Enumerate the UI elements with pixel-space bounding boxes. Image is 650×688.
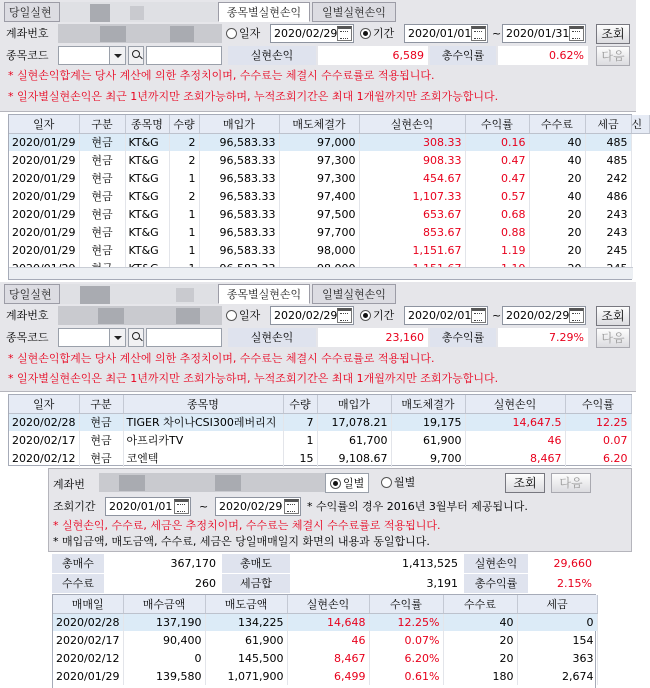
col-header[interactable]: 매도체결가: [279, 115, 359, 133]
period-label: 조회기간: [53, 500, 96, 513]
radio-monthly[interactable]: 월별: [381, 473, 415, 492]
calendar-icon[interactable]: [337, 26, 352, 41]
col-header[interactable]: 실현손익: [465, 395, 565, 413]
col-header[interactable]: 수익률: [465, 115, 529, 133]
daily-realized-table: [52, 594, 596, 688]
tab-today-realized[interactable]: 당일실현: [4, 2, 60, 22]
radio-daily[interactable]: 일별: [325, 473, 369, 493]
table-cell: KT&G: [125, 223, 169, 241]
realized-label: 실현손익: [228, 46, 316, 65]
calendar-icon[interactable]: [569, 308, 584, 323]
col-header[interactable]: 수익률: [565, 395, 631, 413]
stock-name-field: [146, 46, 222, 65]
table-cell: 현금: [79, 431, 123, 449]
table-cell: 243: [585, 205, 631, 223]
col-header[interactable]: 수량: [283, 395, 317, 413]
date-from-field[interactable]: 2020/01/01: [404, 24, 488, 43]
table-cell: 현금: [79, 169, 125, 187]
table-cell: 0: [123, 649, 205, 667]
table-row[interactable]: [9, 241, 649, 259]
table-cell: 242: [585, 169, 631, 187]
table-cell: 61,900: [391, 431, 465, 449]
table-cell: 134,225: [205, 613, 287, 631]
rate-value: 7.29%: [498, 328, 588, 347]
table-cell: 2020/02/28: [9, 413, 79, 431]
stock-code-label: 종목코드: [6, 49, 49, 62]
table-cell: 308.33: [359, 133, 465, 151]
table-cell: 2020/01/29: [9, 169, 79, 187]
table-cell: KT&G: [125, 151, 169, 169]
table-cell: KT&G: [125, 241, 169, 259]
col-header[interactable]: 종목명: [123, 395, 283, 413]
table-cell: 2020/02/28: [53, 613, 123, 631]
calendar-icon[interactable]: [471, 26, 486, 41]
stock-code-label: 종목코드: [6, 331, 49, 344]
table-cell: 19,175: [391, 413, 465, 431]
table-cell: 46: [287, 631, 369, 649]
table-cell: 코엔텍: [123, 449, 283, 467]
table-cell: 853.67: [359, 223, 465, 241]
table-cell: 9,108.67: [317, 449, 391, 467]
table-cell: 12.25%: [369, 613, 443, 631]
table-cell: 현금: [79, 449, 123, 467]
table-cell: 2,674: [517, 667, 597, 685]
table-cell: 1.19: [465, 241, 529, 259]
date-to-field[interactable]: 2020/01/31: [502, 24, 586, 43]
summary-label: 총수익률: [464, 574, 528, 593]
table-cell: 2020/02/17: [9, 431, 79, 449]
table-cell: 2020/01/29: [9, 241, 79, 259]
table-cell: 0.07: [565, 431, 631, 449]
rate-value: 0.62%: [498, 46, 588, 65]
rate-label: 총수익률: [430, 46, 496, 65]
table-cell: 1: [169, 223, 199, 241]
col-header[interactable]: 매도금액: [205, 595, 287, 613]
tab-daily-realized[interactable]: 일별실현손익: [312, 2, 396, 22]
table-cell: 61,900: [205, 631, 287, 649]
account-label: 계좌번호: [6, 27, 49, 40]
table-cell: 363: [517, 649, 597, 667]
table-cell: 0.57: [465, 187, 529, 205]
table-cell: 46: [465, 431, 565, 449]
radio-period[interactable]: 기간: [360, 24, 394, 43]
table-row[interactable]: [9, 431, 631, 449]
calendar-icon[interactable]: [569, 26, 584, 41]
table-cell: 2020/01/29: [9, 223, 79, 241]
table-row[interactable]: [9, 151, 649, 169]
search-icon[interactable]: [128, 328, 144, 347]
table-row[interactable]: [9, 449, 631, 467]
table-cell: 0.47: [465, 151, 529, 169]
radio-period-circle[interactable]: [360, 28, 371, 39]
tab-stock-realized[interactable]: 종목별실현손익: [218, 284, 310, 304]
date-from-field[interactable]: 2020/01/01: [105, 497, 191, 516]
date-from-field[interactable]: 2020/02/01: [404, 306, 488, 325]
table-cell: 6,499: [287, 667, 369, 685]
summary-grid: [52, 554, 596, 594]
account-label: 계좌번호: [6, 309, 49, 322]
col-header[interactable]: 수량: [169, 115, 199, 133]
table-row[interactable]: [9, 223, 649, 241]
note-line: * 실현손익합계는 당사 계산에 의한 추정치이며, 수수료는 체결시 수수료률로 적용됩니다.: [8, 352, 435, 365]
chevron-down-icon[interactable]: [109, 47, 125, 64]
table-cell: 908.33: [359, 151, 465, 169]
table-row[interactable]: [9, 205, 649, 223]
col-header[interactable]: 매입가: [317, 395, 391, 413]
summary-value: 367,170: [106, 554, 220, 573]
radio-date[interactable]: 일자: [226, 306, 260, 325]
col-header[interactable]: 수수료: [443, 595, 517, 613]
table-cell: 9,700: [391, 449, 465, 467]
table-cell: KT&G: [125, 205, 169, 223]
table-cell: 243: [585, 223, 631, 241]
table-cell: 8,467: [287, 649, 369, 667]
table-cell: 97,300: [279, 169, 359, 187]
table-cell: 137,190: [123, 613, 205, 631]
radio-date-circle[interactable]: [226, 310, 237, 321]
table-cell: 61,700: [317, 431, 391, 449]
table-row[interactable]: [9, 413, 631, 431]
table-cell: 145,500: [205, 649, 287, 667]
calendar-icon[interactable]: [471, 308, 486, 323]
summary-value: 2.15%: [530, 574, 596, 593]
table-cell: 98,000: [279, 241, 359, 259]
col-header[interactable]: 종목명: [125, 115, 169, 133]
table-cell: 1,151.67: [359, 241, 465, 259]
table-cell: 8,467: [465, 449, 565, 467]
table-cell: 96,583.33: [199, 187, 279, 205]
query-button[interactable]: 조회: [596, 306, 630, 326]
realized-table: [8, 394, 632, 466]
table-cell: 0.16: [465, 133, 529, 151]
table-cell: 7: [283, 413, 317, 431]
table-cell: 96,583.33: [199, 241, 279, 259]
col-header[interactable]: 수수료: [529, 115, 585, 133]
summary-value: 29,660: [530, 554, 596, 573]
table-header: [53, 595, 597, 613]
table-cell: 486: [585, 187, 631, 205]
table-cell: 2020/01/29: [9, 151, 79, 169]
col-header[interactable]: 실현손익: [287, 595, 369, 613]
date-single-field[interactable]: 2020/02/29: [270, 306, 354, 325]
table-cell: 485: [585, 151, 631, 169]
table-cell: 2: [169, 133, 199, 151]
table-cell: 1,107.33: [359, 187, 465, 205]
panel-stock-realized-jan: [0, 0, 636, 112]
table-cell: 6.20: [565, 449, 631, 467]
table-cell: 96,583.33: [199, 205, 279, 223]
date-to-field[interactable]: 2020/02/29: [215, 497, 301, 516]
table-cell: 1,071,900: [205, 667, 287, 685]
table-cell: 2020/02/17: [53, 631, 123, 649]
calendar-icon[interactable]: [337, 308, 352, 323]
col-header[interactable]: 신: [631, 115, 649, 133]
table-cell: 현금: [79, 413, 123, 431]
table-header: [9, 395, 631, 413]
table-cell: 97,300: [279, 151, 359, 169]
panel-stock-realized-feb: [0, 282, 636, 392]
date-separator: ~: [199, 500, 209, 513]
table-cell: 20: [529, 205, 585, 223]
table-cell: 0.47: [465, 169, 529, 187]
radio-daily-circle[interactable]: [330, 478, 341, 489]
table-cell: 0: [517, 613, 597, 631]
table-cell: 96,583.33: [199, 151, 279, 169]
account-label: 계좌번: [53, 478, 85, 491]
table-cell: 17,078.21: [317, 413, 391, 431]
table-header: [9, 115, 649, 133]
radio-period[interactable]: 기간: [360, 306, 394, 325]
col-header[interactable]: 수익률: [369, 595, 443, 613]
tab-stock-realized[interactable]: 종목별실현손익: [218, 2, 310, 22]
table-cell: 0.61%: [369, 667, 443, 685]
col-header[interactable]: 구분: [79, 395, 123, 413]
realized-label: 실현손익: [228, 328, 316, 347]
period-note: * 수익률의 경우 2016년 3월부터 제공됩니다.: [307, 500, 528, 513]
table-cell: 2020/01/29: [9, 205, 79, 223]
note-line: * 매입금액, 매도금액, 수수료, 세금은 당일매매일지 화면의 내용과 동일합니다.: [53, 535, 430, 548]
table-cell: 90,400: [123, 631, 205, 649]
table-cell: 180: [443, 667, 517, 685]
col-header[interactable]: 실현손익: [359, 115, 465, 133]
chevron-down-icon[interactable]: [109, 329, 125, 346]
summary-label: 총매수: [52, 554, 104, 573]
table-cell: 97,000: [279, 133, 359, 151]
table-row[interactable]: [53, 649, 597, 667]
table-cell: 현금: [79, 205, 125, 223]
table-cell: 6.20%: [369, 649, 443, 667]
summary-value: 1,413,525: [292, 554, 462, 573]
table-cell: 454.67: [359, 169, 465, 187]
table-cell: 현금: [79, 223, 125, 241]
table-row[interactable]: [9, 133, 649, 151]
table-cell: 1: [169, 169, 199, 187]
table-cell: 2020/02/12: [9, 449, 79, 467]
table-cell: 15: [283, 449, 317, 467]
table-cell: KT&G: [125, 169, 169, 187]
table-cell: 1: [283, 431, 317, 449]
radio-date[interactable]: 일자: [226, 24, 260, 43]
realized-value: 6,589: [318, 46, 428, 65]
next-button[interactable]: 다음: [551, 473, 591, 493]
col-header[interactable]: 매입가: [199, 115, 279, 133]
table-cell: 653.67: [359, 205, 465, 223]
table-cell: 2: [169, 187, 199, 205]
table-cell: 154: [517, 631, 597, 649]
note-line: * 일자별실현손익은 최근 1년까지만 조회가능하며, 누적조회기간은 최대 1개월까지만 조회가능합니다.: [8, 90, 499, 103]
table-cell: 2020/02/12: [53, 649, 123, 667]
query-button[interactable]: 조회: [596, 24, 630, 44]
account-field[interactable]: [58, 24, 222, 43]
summary-value: 260: [106, 574, 220, 593]
table-cell: 20: [443, 631, 517, 649]
summary-label: 수수료: [52, 574, 104, 593]
date-single-field[interactable]: 2020/02/29: [270, 24, 354, 43]
note-line: * 실현손익, 수수료, 세금은 추정치이며, 수수료는 체결시 수수료률로 적용됩니다.: [53, 519, 441, 532]
stock-code-input[interactable]: [58, 328, 126, 347]
table-cell: 0.88: [465, 223, 529, 241]
summary-label: 세금합: [222, 574, 290, 593]
table-cell: 40: [529, 187, 585, 205]
stock-name-field: [146, 328, 222, 347]
table-cell: 현금: [79, 151, 125, 169]
calendar-icon[interactable]: [174, 499, 189, 514]
col-header[interactable]: 매도체결가: [391, 395, 465, 413]
panel-daily-realized: [48, 468, 632, 552]
table-cell: 2020/01/29: [9, 133, 79, 151]
table-cell: 현금: [79, 187, 125, 205]
table-cell: 14,647.5: [465, 413, 565, 431]
summary-label: 총매도: [222, 554, 290, 573]
table-cell: 20: [529, 223, 585, 241]
next-button[interactable]: 다음: [596, 328, 630, 348]
radio-period-circle[interactable]: [360, 310, 371, 321]
col-header[interactable]: 일자: [9, 115, 79, 133]
table-row[interactable]: [9, 187, 649, 205]
table-cell: 40: [443, 613, 517, 631]
table-cell: TIGER 차이나CSI300레버리지: [123, 413, 283, 431]
table-cell: 1: [169, 241, 199, 259]
table-cell: 2: [169, 151, 199, 169]
table-cell: KT&G: [125, 133, 169, 151]
tab-today-realized[interactable]: 당일실현: [4, 284, 60, 304]
table-row[interactable]: [9, 169, 649, 187]
table-cell: 14,648: [287, 613, 369, 631]
radio-date-circle[interactable]: [226, 28, 237, 39]
table-cell: 245: [585, 241, 631, 259]
col-header[interactable]: 일자: [9, 395, 79, 413]
table-cell: 아프리카TV: [123, 431, 283, 449]
col-header[interactable]: 매수금액: [123, 595, 205, 613]
col-header[interactable]: 세금: [517, 595, 597, 613]
query-button[interactable]: 조회: [505, 473, 545, 493]
summary-value: 3,191: [292, 574, 462, 593]
date-separator: ~: [492, 27, 502, 40]
table-row[interactable]: [53, 631, 597, 649]
rate-label: 총수익률: [430, 328, 496, 347]
note-line: * 실현손익합계는 당사 계산에 의한 추정치이며, 수수료는 체결시 수수료률로 적용됩니다.: [8, 69, 435, 82]
tab-daily-realized[interactable]: 일별실현손익: [312, 284, 396, 304]
table-row[interactable]: [53, 613, 597, 631]
table-cell: 139,580: [123, 667, 205, 685]
note-line: * 일자별실현손익은 최근 1년까지만 조회가능하며, 누적조회기간은 최대 1개월까지만 조회가능합니다.: [8, 372, 499, 385]
realized-table: [8, 114, 643, 280]
stock-code-input[interactable]: [58, 46, 126, 65]
table-cell: 485: [585, 133, 631, 151]
date-to-field[interactable]: 2020/02/29: [502, 306, 586, 325]
table-cell: 0.68: [465, 205, 529, 223]
table-cell: 20: [529, 169, 585, 187]
table-cell: 1: [169, 205, 199, 223]
table-cell: 20: [443, 649, 517, 667]
date-separator: ~: [492, 309, 502, 322]
table-cell: 20: [529, 241, 585, 259]
col-header[interactable]: 세금: [585, 115, 631, 133]
table-cell: 97,700: [279, 223, 359, 241]
summary-label: 실현손익: [464, 554, 528, 573]
table-cell: 96,583.33: [199, 169, 279, 187]
calendar-icon[interactable]: [284, 499, 299, 514]
realized-value: 23,160: [318, 328, 428, 347]
table-cell: 2020/01/29: [53, 667, 123, 685]
radio-monthly-circle[interactable]: [381, 477, 392, 488]
table-cell: 현금: [79, 133, 125, 151]
table-cell: 40: [529, 151, 585, 169]
col-header[interactable]: 구분: [79, 115, 125, 133]
table-cell: 현금: [79, 241, 125, 259]
horizontal-scrollbar[interactable]: [9, 267, 633, 279]
table-row[interactable]: [53, 667, 597, 685]
table-cell: 2020/01/29: [9, 187, 79, 205]
table-cell: 12.25: [565, 413, 631, 431]
table-cell: 0.07%: [369, 631, 443, 649]
next-button[interactable]: 다음: [596, 46, 630, 66]
col-header[interactable]: 매매일: [53, 595, 123, 613]
table-cell: KT&G: [125, 187, 169, 205]
search-icon[interactable]: [128, 46, 144, 65]
table-cell: 96,583.33: [199, 223, 279, 241]
table-cell: 40: [529, 133, 585, 151]
table-cell: 97,400: [279, 187, 359, 205]
table-cell: 96,583.33: [199, 133, 279, 151]
table-cell: 97,500: [279, 205, 359, 223]
